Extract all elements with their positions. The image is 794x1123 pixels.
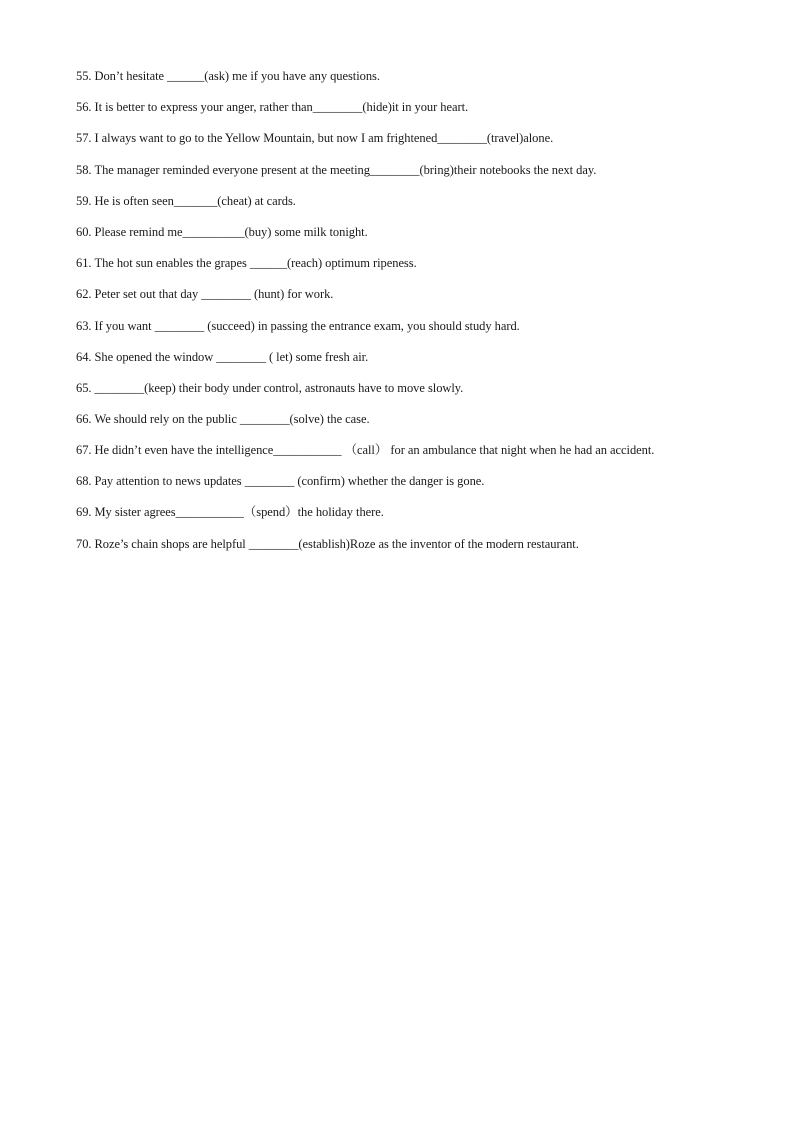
question-number: 64.: [76, 349, 92, 364]
question-63: [76, 316, 718, 347]
question-number: 57.: [76, 131, 92, 146]
question-text: Don’t hesitate ______(ask) me if you have any questions.: [94, 69, 380, 83]
question-number: 55.: [76, 69, 92, 83]
question-number: 56.: [76, 100, 92, 115]
question-number: 70.: [76, 536, 92, 551]
question-text: My sister agrees___________（spend）the holiday there.: [94, 505, 384, 520]
question-text: She opened the window ________ ( let) some fresh air.: [94, 349, 369, 364]
question-number: 69.: [76, 505, 92, 520]
question-59: [76, 191, 718, 222]
question-text: He didn’t even have the intelligence___________ （call） for an ambulance that night when he had an accident.: [94, 443, 655, 458]
question-62: [76, 284, 718, 315]
question-number: 58.: [76, 162, 92, 177]
question-67: [76, 435, 718, 466]
question-number: 68.: [76, 474, 92, 489]
question-70: [76, 534, 718, 565]
question-61: [76, 253, 718, 284]
question-number: 65.: [76, 380, 92, 395]
question-text: Pay attention to news updates ________ (confirm) whether the danger is gone.: [94, 474, 485, 489]
question-text: If you want ________ (succeed) in passing the entrance exam, you should study hard.: [94, 318, 520, 333]
question-number: 63.: [76, 318, 92, 333]
question-57: [76, 128, 718, 159]
question-56: [76, 97, 718, 128]
question-text: Roze’s chain shops are helpful ________(establish)Roze as the inventor of the modern restaurant.: [94, 536, 579, 551]
question-text: It is better to express your anger, rather than________(hide)it in your heart.: [94, 100, 469, 115]
question-number: 61.: [76, 256, 92, 271]
question-text: Please remind me__________(buy) some milk tonight.: [94, 224, 368, 239]
question-number: 60.: [76, 224, 92, 239]
question-text: The hot sun enables the grapes ______(reach) optimum ripeness.: [94, 256, 417, 271]
question-65: [76, 378, 718, 409]
question-text: ________(keep) their body under control, astronauts have to move slowly.: [94, 380, 464, 395]
question-text: He is often seen_______(cheat) at cards.: [94, 193, 296, 208]
question-text: Peter set out that day ________ (hunt) for work.: [94, 287, 334, 302]
question-68: [76, 471, 718, 502]
question-number: 67.: [76, 443, 92, 458]
question-69: [76, 502, 718, 533]
question-58: [76, 160, 718, 191]
question-text: I always want to go to the Yellow Mountain, but now I am frightened________(travel)alone.: [94, 131, 554, 146]
question-list: [76, 66, 718, 565]
question-number: 62.: [76, 287, 92, 302]
question-text: The manager reminded everyone present at the meeting________(bring)their notebooks the next day.: [94, 162, 597, 177]
question-text: We should rely on the public ________(solve) the case.: [94, 412, 370, 427]
question-number: 59.: [76, 193, 92, 208]
question-55: [76, 66, 718, 97]
question-number: 66.: [76, 412, 92, 427]
question-60: [76, 222, 718, 253]
question-64: [76, 347, 718, 378]
